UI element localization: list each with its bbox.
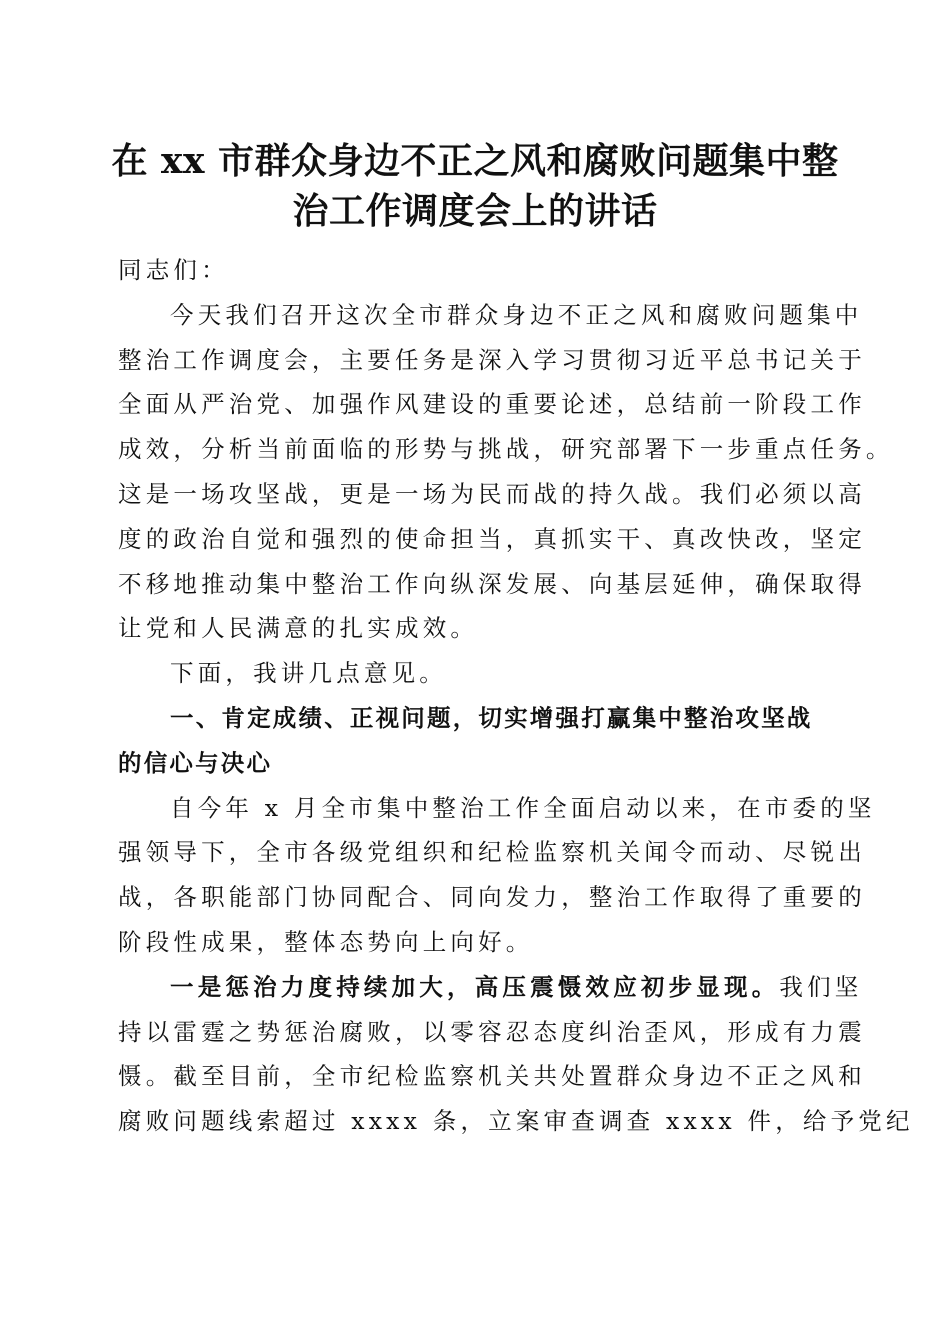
paragraph-line: 不移地推动集中整治工作向纵深发展、向基层延伸，确保取得 <box>118 569 866 598</box>
paragraph-line: 阶段性成果，整体态势向上向好。 <box>118 927 534 956</box>
heading-line: 一、肯定成绩、正视问题，切实增强打赢集中整治攻坚战 <box>170 703 813 732</box>
point-one-text: 我们坚 <box>779 972 863 1001</box>
salutation: 同志们： <box>118 256 229 284</box>
paragraph-point-one <box>118 965 914 1144</box>
section-heading-1 <box>118 696 830 786</box>
paragraph-line: 度的政治自觉和强烈的使命担当，真抓实干、真改快改，坚定 <box>118 524 866 553</box>
paragraph-line: 今天我们召开这次全市群众身边不正之风和腐败问题集中 <box>170 300 863 329</box>
paragraph-intro <box>118 293 894 651</box>
paragraph-line: 整治工作调度会，主要任务是深入学习贯彻习近平总书记关于 <box>118 345 866 374</box>
paragraph-line: 自今年 x 月全市集中整治工作全面启动以来，在市委的坚 <box>170 793 876 822</box>
paragraph-transition: 下面，我讲几点意见。 <box>170 659 447 688</box>
paragraph-line: 腐败问题线索超过 xxxx 条，立案审查调查 xxxx 件，给予党纪 <box>118 1107 914 1136</box>
title-line-2: 治工作调度会上的讲话 <box>292 190 658 232</box>
document-body <box>118 248 914 1144</box>
title-line-1: 在 xx 市群众身边不正之风和腐败问题集中整 <box>111 140 839 182</box>
paragraph-line: 战，各职能部门协同配合、同向发力，整治工作取得了重要的 <box>118 883 866 912</box>
paragraph-line: 这是一场攻坚战，更是一场为民而战的持久战。我们必须以高 <box>118 479 866 508</box>
paragraph-line: 让党和人民满意的扎实成效。 <box>118 614 479 643</box>
document-title <box>100 136 850 236</box>
paragraph-line: 慑。截至目前，全市纪检监察机关共处置群众身边不正之风和 <box>118 1062 866 1091</box>
paragraph-line: 成效，分析当前面临的形势与挑战，研究部署下一步重点任务。 <box>118 435 894 464</box>
paragraph-line: 持以雷霆之势惩治腐败，以零容忍态度纠治歪风，形成有力震 <box>118 1017 866 1046</box>
heading-line: 的信心与决心 <box>118 748 273 777</box>
paragraph-achievements <box>118 786 876 965</box>
paragraph-line: 全面从严治党、加强作风建设的重要论述，总结前一阶段工作 <box>118 390 866 419</box>
point-one-lead: 一是惩治力度持续加大，高压震慑效应初步显现。 <box>170 972 780 1001</box>
paragraph-line: 强领导下，全市各级党组织和纪检监察机关闻令而动、尽锐出 <box>118 838 866 867</box>
paragraph-line <box>118 965 863 1010</box>
